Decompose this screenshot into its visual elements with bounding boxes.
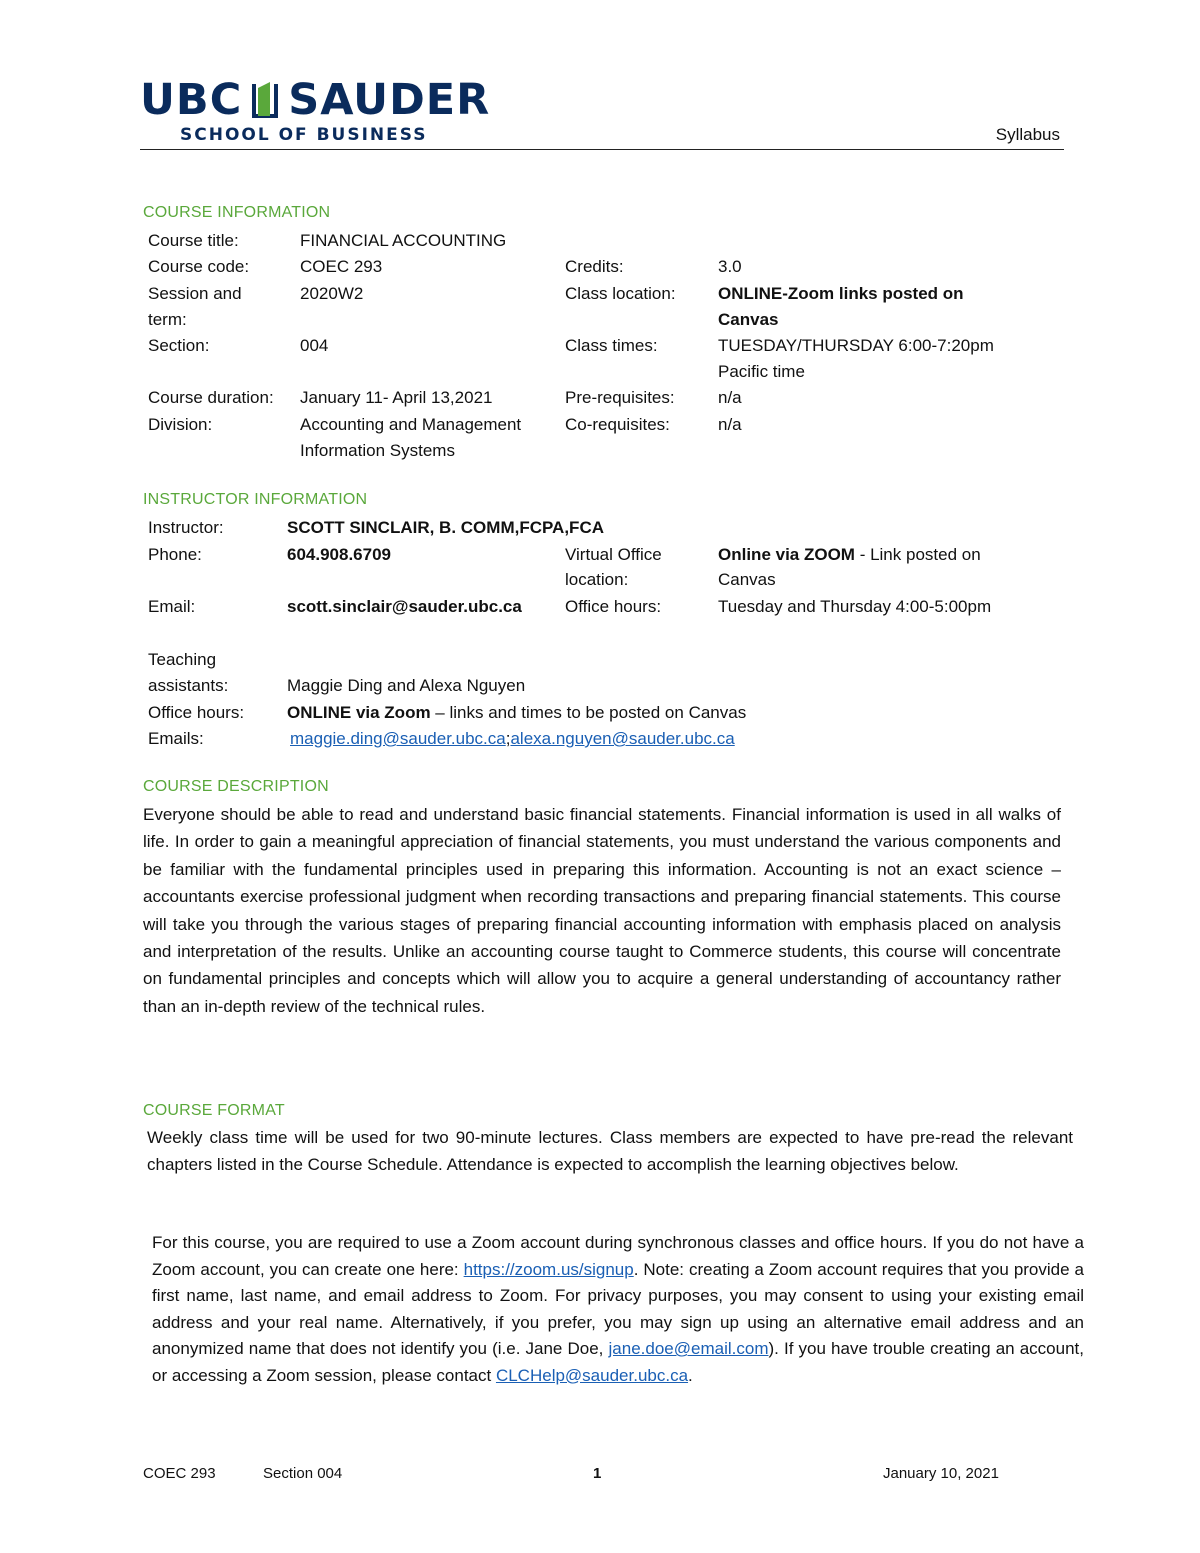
session-label-line2: term: [148, 310, 187, 329]
logo-text-ubc: UBC [140, 75, 243, 125]
section-label: Section: [148, 336, 210, 355]
class-times-value-line2: Pacific time [718, 362, 805, 381]
prerequisites-label: Pre-requisites: [565, 388, 675, 407]
division-value-line2: Information Systems [300, 441, 455, 460]
section-value: 004 [300, 336, 329, 355]
header-divider [140, 149, 1064, 150]
instructor-label: Instructor: [148, 518, 224, 537]
office-hours-label: Office hours: [565, 597, 662, 616]
office-hours-value: Tuesday and Thursday 4:00-5:00pm [718, 597, 992, 616]
session-value: 2020W2 [300, 284, 364, 303]
prerequisites-value: n/a [718, 388, 742, 407]
email-label: Email: [148, 597, 196, 616]
credits-value: 3.0 [718, 257, 742, 276]
division-label: Division: [148, 415, 213, 434]
logo-text-sauder: SAUDER [288, 75, 491, 125]
phone-value: 604.908.6709 [287, 545, 391, 564]
ta-emails-value: maggie.ding@sauder.ubc.ca;alexa.nguyen@sauder.ubc.ca [290, 729, 735, 748]
corequisites-value: n/a [718, 415, 742, 434]
course-information-heading: COURSE INFORMATION [143, 204, 331, 221]
course-title-value: FINANCIAL ACCOUNTING [300, 231, 507, 250]
class-location-label: Class location: [565, 284, 676, 303]
footer-course-code: COEC 293 [143, 1465, 216, 1482]
class-times-value: TUESDAY/THURSDAY 6:00-7:20pm [718, 336, 994, 355]
credits-label: Credits: [565, 257, 624, 276]
logo-door-icon [250, 80, 280, 120]
class-times-label: Class times: [565, 336, 658, 355]
clc-help-email-link[interactable]: CLCHelp@sauder.ubc.ca [495, 1365, 689, 1385]
footer-section: Section 004 [263, 1465, 343, 1482]
course-duration-value: January 11- April 13,2021 [300, 388, 493, 407]
example-email-link[interactable]: jane.doe@email.com [608, 1339, 769, 1358]
virtual-office-label-line2: location: [565, 570, 629, 589]
ta-email-link-maggie[interactable]: maggie.ding@sauder.ubc.ca [290, 729, 506, 748]
course-description-heading: COURSE DESCRIPTION [143, 778, 329, 795]
ta-office-hours-value: ONLINE via Zoom – links and times to be posted on Canvas [287, 703, 747, 722]
virtual-office-label: Virtual Office [565, 545, 662, 564]
instructor-information-heading: INSTRUCTOR INFORMATION [143, 491, 368, 508]
course-title-label: Course title: [148, 231, 239, 250]
zoom-signup-link[interactable]: https://zoom.us/signup [463, 1259, 634, 1279]
division-value: Accounting and Management [300, 415, 522, 434]
ta-email-link-alexa[interactable]: alexa.nguyen@sauder.ubc.ca [510, 729, 735, 748]
document-type-label: Syllabus [995, 125, 1060, 144]
ta-emails-label: Emails: [148, 729, 204, 748]
session-label: Session and [148, 284, 242, 303]
course-code-value: COEC 293 [300, 257, 383, 276]
course-duration-label: Course duration: [148, 388, 274, 407]
teaching-assistants-label-line2: assistants: [148, 676, 229, 695]
virtual-office-value-line2: Canvas [718, 570, 776, 589]
ta-office-hours-label: Office hours: [148, 703, 245, 722]
zoom-account-paragraph: For this course, you are required to use a Zoom account during synchronous classes and office hours. If you do not have a Zoom account, you can create one here: https://zoom.us/signup. Note: creating a Zoom account requires that you provide a first name, last name, and email address to Zoom. For privacy purposes, you may consent to using your existing email address and your real name. Alternatively, if you prefer, you may sign up using an alternative email address and an anonymized name that does not identify you (i.e. Jane Doe, jane.doe@email.com). If you have trouble creating an account, or accessing a Zoom session, please contact CLCHelp@sauder.ubc.ca. [152, 1233, 1084, 1385]
instructor-value: SCOTT SINCLAIR, B. COMM,FCPA,FCA [287, 518, 604, 537]
footer-page-number: 1 [593, 1465, 602, 1482]
virtual-office-value: Online via ZOOM - Link posted on [718, 545, 981, 564]
class-location-value-line2: Canvas [718, 310, 779, 329]
logo-subtitle: SCHOOL OF BUSINESS [180, 125, 428, 145]
course-format-text: Weekly class time will be used for two 90-minute lectures. Class members are expected to have pre-read the relevant chapters listed in the Course Schedule. Attendance is expected to accomplish the learning objectives below. [147, 1128, 1073, 1174]
phone-label: Phone: [148, 545, 202, 564]
ubc-sauder-logo [140, 75, 491, 146]
teaching-assistants-label: Teaching [148, 650, 217, 669]
footer-date: January 10, 2021 [883, 1465, 999, 1482]
course-code-label: Course code: [148, 257, 250, 276]
instructor-email: scott.sinclair@sauder.ubc.ca [287, 597, 522, 616]
course-description-text: Everyone should be able to read and understand basic financial statements. Financial information is used in all walks of life. In order to gain a meaningful appreciation of financial statements, you must understand the various components and be familiar with the fundamental principles used in preparing this information. Accounting is not an exact science – accountants exercise professional judgment when recording transactions and preparing financial statements. This course will take you through the various stages of preparing financial accounting information with emphasis placed on analysis and interpretation of the results. Unlike an accounting course taught to Commerce students, this course will concentrate on fundamental principles and concepts which will allow you to acquire a general understanding of accountancy rather than an in-depth review of the technical rules. [143, 805, 1061, 1016]
class-location-value: ONLINE-Zoom links posted on [718, 284, 964, 303]
corequisites-label: Co-requisites: [565, 415, 670, 434]
teaching-assistants-value: Maggie Ding and Alexa Nguyen [287, 676, 526, 695]
course-format-heading: COURSE FORMAT [143, 1102, 285, 1119]
